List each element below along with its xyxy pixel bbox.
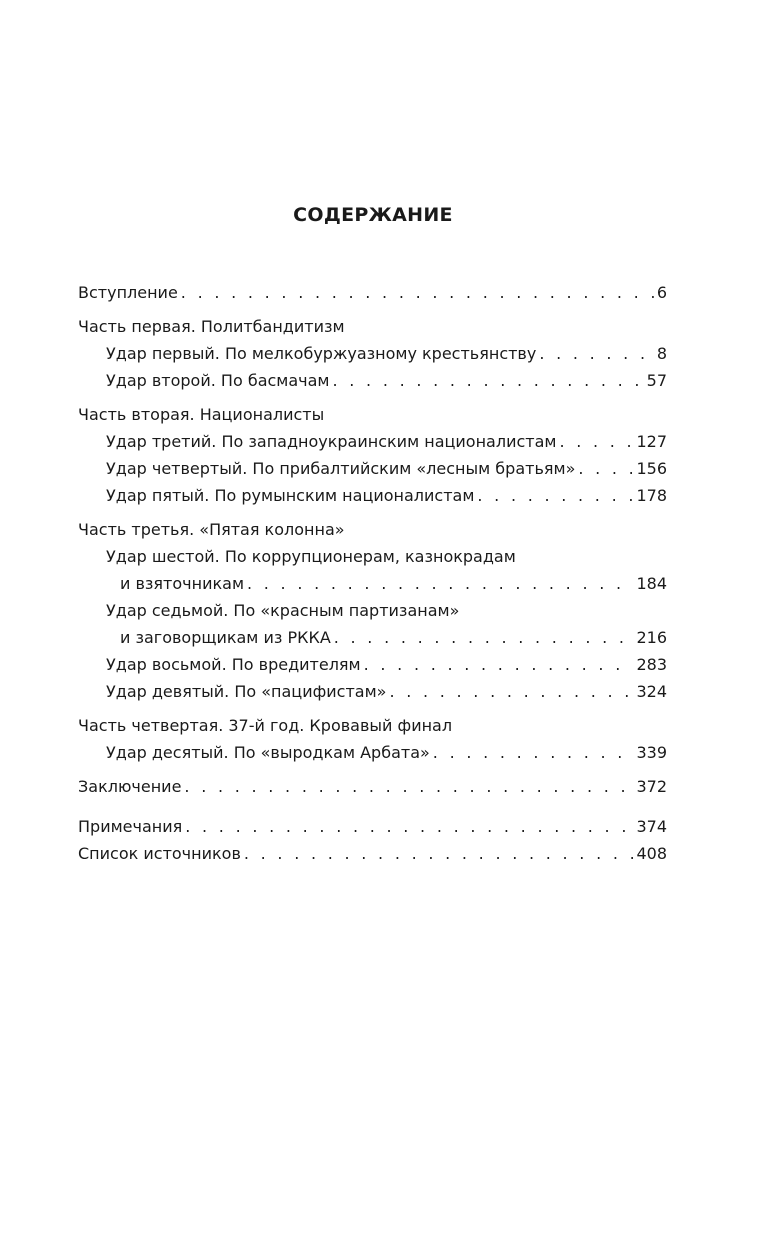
toc-part-1 bbox=[78, 317, 667, 337]
toc-page-number: 57 bbox=[646, 371, 667, 390]
toc-part-title: Часть четвертая. 37-й год. Кровавый финал bbox=[78, 716, 453, 735]
toc-page-number: 156 bbox=[636, 459, 667, 478]
toc-part-3 bbox=[78, 520, 667, 540]
toc-entry-title: Удар второй. По басмачам bbox=[106, 371, 330, 390]
toc-entry-title: Удар третий. По западноукраинским националистам bbox=[106, 432, 557, 451]
toc-page-number: 324 bbox=[636, 682, 667, 701]
toc-page-number: 6 bbox=[656, 283, 667, 302]
dot-leader bbox=[433, 743, 634, 763]
toc-entry-title-continued: и заговорщикам из РККА bbox=[120, 628, 331, 647]
toc-page-number: 372 bbox=[636, 777, 667, 796]
toc-entry-strike-7-line-2[interactable] bbox=[78, 628, 667, 648]
toc-entry-strike-6-line-1[interactable] bbox=[78, 547, 667, 567]
toc-page-number: 408 bbox=[636, 844, 667, 863]
dot-leader bbox=[364, 655, 634, 675]
toc-entry-title: Примечания bbox=[78, 817, 183, 836]
dot-leader bbox=[578, 459, 633, 479]
toc-entry-strike-9[interactable] bbox=[78, 682, 667, 702]
toc-page-number: 184 bbox=[636, 574, 667, 593]
toc-entry-title: Удар девятый. По «пацифистам» bbox=[106, 682, 387, 701]
toc-entry-strike-5[interactable] bbox=[78, 486, 667, 506]
dot-leader bbox=[244, 844, 634, 864]
toc-entry-conclusion[interactable] bbox=[78, 777, 667, 797]
toc-page-number: 216 bbox=[636, 628, 667, 647]
toc-entry-strike-1[interactable] bbox=[78, 344, 667, 364]
toc-entry-strike-7-line-1[interactable] bbox=[78, 601, 667, 621]
dot-leader bbox=[184, 777, 633, 797]
toc-entry-strike-8[interactable] bbox=[78, 655, 667, 675]
toc-page-number: 283 bbox=[636, 655, 667, 674]
toc-entry-title: Удар первый. По мелкобуржуазному крестьянству bbox=[106, 344, 537, 363]
toc-page-number: 127 bbox=[636, 432, 667, 451]
toc-part-title: Часть третья. «Пятая колонна» bbox=[78, 520, 345, 539]
toc-entry-title: Удар шестой. По коррупционерам, казнокрадам bbox=[106, 547, 516, 566]
toc-entry-notes[interactable] bbox=[78, 817, 667, 837]
toc-entry-sources[interactable] bbox=[78, 844, 667, 864]
toc-entry-strike-3[interactable] bbox=[78, 432, 667, 452]
toc-part-4 bbox=[78, 716, 667, 736]
dot-leader bbox=[539, 344, 653, 364]
toc-page-number: 178 bbox=[636, 486, 667, 505]
toc-part-title: Часть первая. Политбандитизм bbox=[78, 317, 345, 336]
dot-leader bbox=[333, 371, 644, 391]
toc-entry-title: Удар десятый. По «выродкам Арбата» bbox=[106, 743, 430, 762]
toc-entry-strike-2[interactable] bbox=[78, 371, 667, 391]
toc-entry-strike-6-line-2[interactable] bbox=[78, 574, 667, 594]
page-title: СОДЕРЖАНИЕ bbox=[293, 204, 453, 226]
dot-leader bbox=[185, 817, 633, 837]
toc-part-2 bbox=[78, 405, 667, 425]
toc-page-number: 374 bbox=[636, 817, 667, 836]
toc-part-title: Часть вторая. Националисты bbox=[78, 405, 325, 424]
toc-entry-title: Заключение bbox=[78, 777, 182, 796]
toc-entry-title: Удар пятый. По румынским националистам bbox=[106, 486, 475, 505]
toc-entry-intro[interactable] bbox=[78, 283, 667, 303]
table-of-contents bbox=[78, 283, 667, 864]
dot-leader bbox=[477, 486, 633, 506]
toc-entry-title: Удар восьмой. По вредителям bbox=[106, 655, 361, 674]
dot-leader bbox=[247, 574, 633, 594]
toc-page-number: 339 bbox=[636, 743, 667, 762]
dot-leader bbox=[181, 283, 654, 303]
toc-entry-strike-4[interactable] bbox=[78, 459, 667, 479]
toc-entry-title: Вступление bbox=[78, 283, 178, 302]
toc-entry-title: Список источников bbox=[78, 844, 241, 863]
dot-leader bbox=[559, 432, 633, 452]
dot-leader bbox=[334, 628, 634, 648]
toc-entry-title: Удар четвертый. По прибалтийским «лесным братьям» bbox=[106, 459, 576, 478]
dot-leader bbox=[389, 682, 633, 702]
toc-entry-strike-10[interactable] bbox=[78, 743, 667, 763]
toc-entry-title: Удар седьмой. По «красным партизанам» bbox=[106, 601, 460, 620]
toc-page-number: 8 bbox=[656, 344, 667, 363]
toc-entry-title-continued: и взяточникам bbox=[120, 574, 245, 593]
